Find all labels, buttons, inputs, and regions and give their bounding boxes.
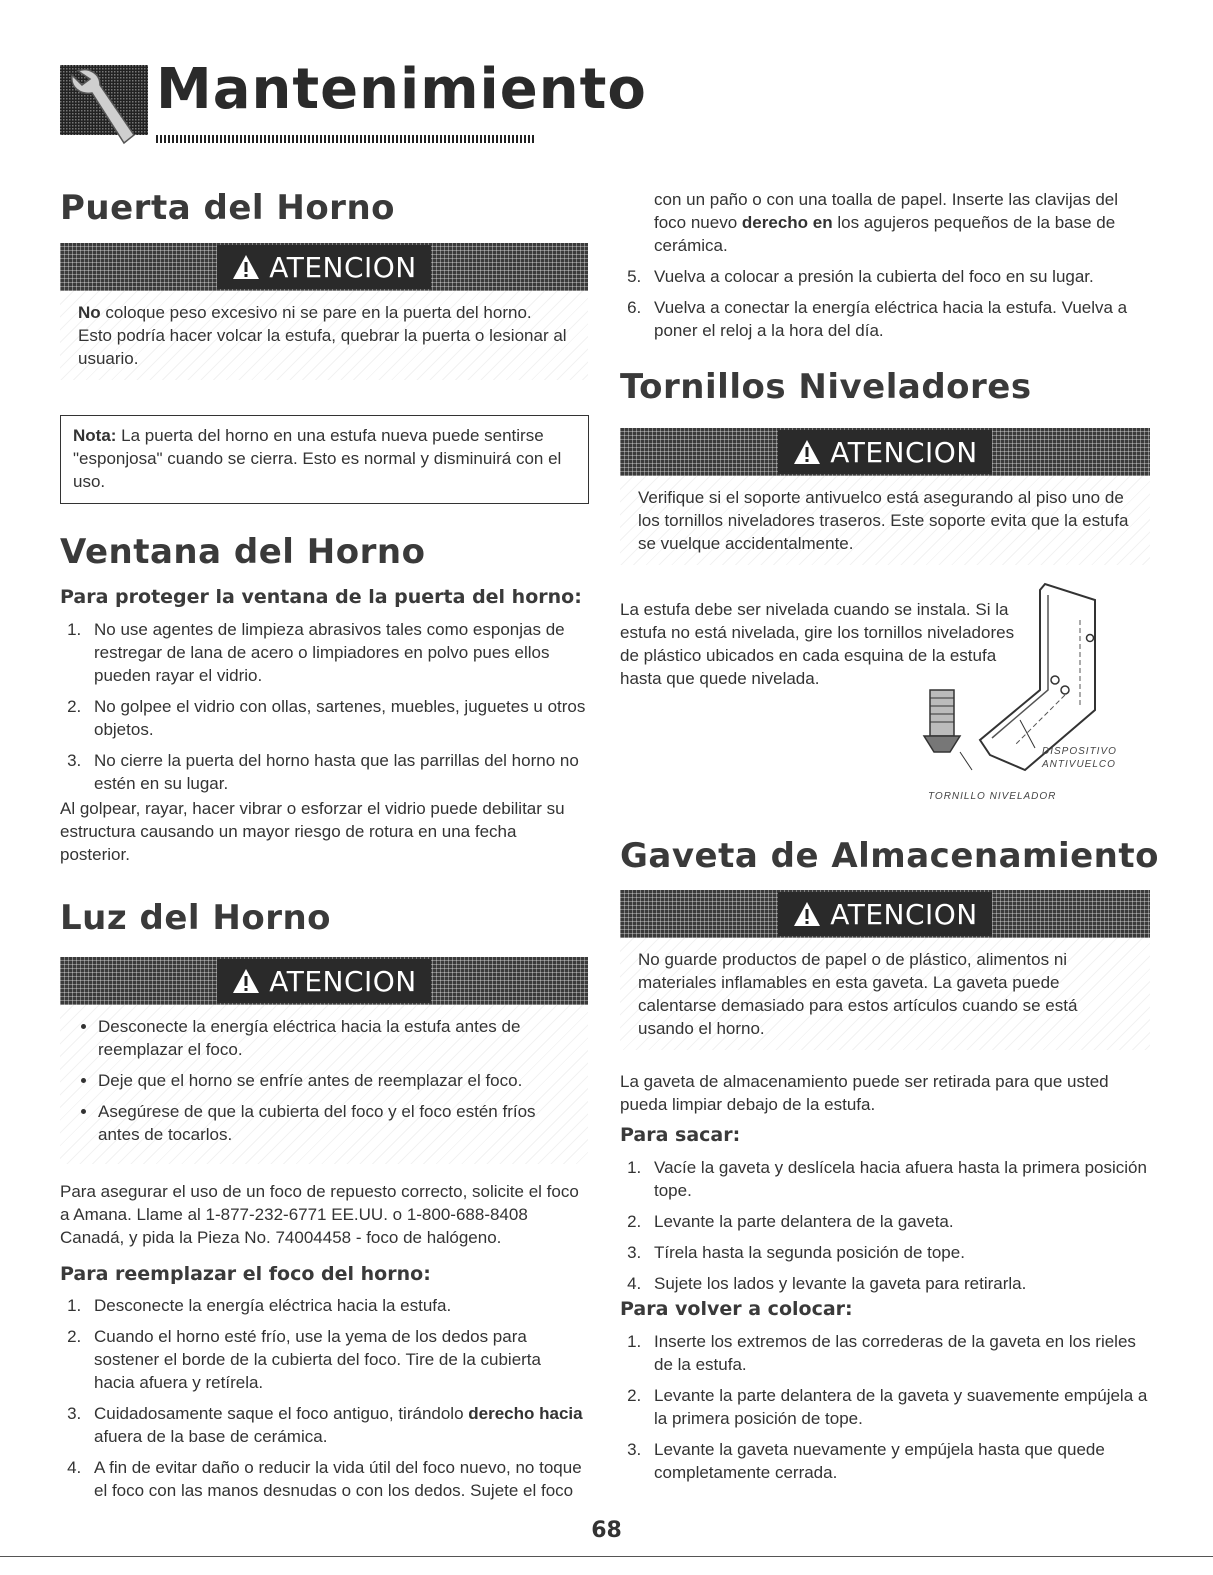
warning-label: ATENCION	[269, 964, 417, 998]
warning-banner	[60, 957, 588, 1005]
warning-label: ATENCION	[830, 897, 978, 931]
list-item: 4. Sujete los lados y levante la gaveta para retirarla.	[646, 1272, 1156, 1295]
list-item: 1. Vacíe la gaveta y deslícela hacia afuera hasta la primera posición tope.	[646, 1156, 1156, 1202]
list-item: 5. Vuelva a colocar a presión la cubierta del foco en su lugar.	[646, 265, 1146, 288]
subhead-sacar: Para sacar:	[620, 1124, 741, 1146]
section-title-luz: Luz del Horno	[60, 898, 332, 938]
paragraph-luz: Para asegurar el uso de un foco de repuesto correcto, solicite el foco a Amana. Llame al 1-877-232-6771 EE.UU. o 1-800-688-8408 Canadá, y pida la Pieza No. 74004458 - foco de halógeno.	[60, 1182, 579, 1247]
warning-banner	[620, 890, 1150, 938]
list-item: 2. No golpee el vidrio con ollas, sartenes, muebles, juguetes u otros objetos.	[86, 695, 586, 741]
steps-ventana	[60, 618, 586, 803]
diagram-label-dispositivo: DISPOSITIVO	[1042, 746, 1117, 757]
section-title-gaveta: Gaveta de Almacenamiento	[620, 836, 1159, 876]
list-item: 3. Levante la gaveta nuevamente y empújela hasta que quede completamente cerrada.	[646, 1438, 1156, 1484]
steps-sacar	[620, 1156, 1156, 1303]
list-item: • Desconecte la energía eléctrica hacia la estufa antes de reemplazar el foco.	[98, 1015, 568, 1061]
warning-triangle-icon	[231, 253, 261, 281]
warning-text: No guarde productos de papel o de plástico, alimentos ni materiales inflamables en esta gaveta. La gaveta puede calentarse demasiado para estos artículos cuando se está usando el horno.	[620, 938, 1150, 1050]
list-item: 1. Desconecte la energía eléctrica hacia la estufa.	[86, 1294, 586, 1317]
list-item: 2. Levante la parte delantera de la gaveta.	[646, 1210, 1156, 1233]
subhead-ventana: Para proteger la ventana de la puerta del horno:	[60, 586, 582, 608]
list-item: • Asegúrese de que la cubierta del foco y el foco estén fríos antes de tocarlos.	[98, 1100, 568, 1146]
warning-label: ATENCION	[269, 250, 417, 284]
list-item: 6. Vuelva a conectar la energía eléctrica hacia la estufa. Vuelva a poner el reloj a la hora del día.	[646, 296, 1146, 342]
wrench-icon	[60, 65, 148, 145]
list-item: 2. Cuando el horno esté frío, use la yema de los dedos para sostener el borde de la cubierta del foco. Tire de la cubierta hacia afuera y retírela.	[86, 1325, 586, 1394]
list-item: 3. Tírela hasta la segunda posición de tope.	[646, 1241, 1156, 1264]
page-number: 68	[591, 1518, 622, 1543]
paragraph-gaveta: La gaveta de almacenamiento puede ser retirada para que usted pueda limpiar debajo de la estufa.	[620, 1072, 1109, 1114]
warning-triangle-icon	[231, 967, 261, 995]
warning-box-luz	[60, 957, 588, 1164]
warning-text	[60, 1005, 588, 1164]
warning-triangle-icon	[792, 438, 822, 466]
warning-banner	[60, 243, 588, 291]
list-item: 3. Cuidadosamente saque el foco antiguo, tirándolo derecho hacia afuera de la base de cerámica.	[86, 1402, 586, 1448]
note-box: Nota: La puerta del horno en una estufa nueva puede sentirse "esponjosa" cuando se cierra. Esto es normal y disminuirá con el uso.	[60, 415, 589, 504]
paragraph-luz-cont: con un paño o con una toalla de papel. Inserte las clavijas del foco nuevo derecho en los agujeros pequeños de la base de cerámica.	[654, 190, 1119, 255]
warning-banner	[620, 428, 1150, 476]
list-item: 1. Inserte los extremos de las correderas de la gaveta en los rieles de la estufa.	[646, 1330, 1156, 1376]
diagram-label-tornillo: TORNILLO NIVELADOR	[928, 791, 1057, 802]
section-title-ventana: Ventana del Horno	[60, 532, 426, 572]
steps-colocar	[620, 1330, 1156, 1492]
warning-box-tornillos	[620, 428, 1150, 565]
title-underline	[156, 135, 534, 143]
page-header	[60, 55, 647, 150]
subhead-colocar: Para volver a colocar:	[620, 1298, 853, 1320]
steps-luz-cont	[620, 265, 1146, 350]
subhead-luz: Para reemplazar el foco del horno:	[60, 1263, 431, 1285]
steps-luz	[60, 1294, 586, 1510]
warning-box-gaveta	[620, 890, 1150, 1050]
diagram-label-antivuelco: ANTIVUELCO	[1042, 759, 1116, 770]
warning-box-puerta	[60, 243, 588, 380]
section-title-puerta: Puerta del Horno	[60, 188, 396, 228]
list-item: 3. No cierre la puerta del horno hasta que las parrillas del horno no estén en su lugar.	[86, 749, 586, 795]
list-item: 4. A fin de evitar daño o reducir la vida útil del foco nuevo, no toque el foco con las manos desnudas o con los dedos. Sujete el foco	[86, 1456, 586, 1502]
list-item: 1. No use agentes de limpieza abrasivos tales como esponjas de restregar de lana de acero o limpiadores en polvo pues ellos pueden rayar el vidrio.	[86, 618, 586, 687]
page-title: Mantenimiento	[156, 57, 647, 122]
paragraph-ventana: Al golpear, rayar, hacer vibrar o esforzar el vidrio puede debilitar su estructura causando un mayor riesgo de rotura en una fecha posterior.	[60, 799, 565, 864]
warning-label: ATENCION	[830, 435, 978, 469]
list-item: 2. Levante la parte delantera de la gaveta y suavemente empújela a la primera posición de tope.	[646, 1384, 1156, 1430]
section-title-tornillos: Tornillos Niveladores	[620, 367, 1032, 407]
warning-triangle-icon	[792, 900, 822, 928]
footer-rule	[0, 1556, 1213, 1557]
paragraph-tornillos: La estufa debe ser nivelada cuando se instala. Si la estufa no está nivelada, gire los tornillos niveladores de plástico ubicados en cada esquina de la estufa hasta que quede nivelada.	[620, 600, 1015, 688]
warning-text: Verifique si el soporte antivuelco está asegurando al piso uno de los tornillos niveladores traseros. Este soporte evita que la estufa se vuelque accidentalmente.	[620, 476, 1150, 565]
warning-text: No coloque peso excesivo ni se pare en la puerta del horno. Esto podría hacer volcar la estufa, quebrar la puerta o lesionar al usuario.	[60, 291, 588, 380]
list-item: • Deje que el horno se enfríe antes de reemplazar el foco.	[98, 1069, 568, 1092]
